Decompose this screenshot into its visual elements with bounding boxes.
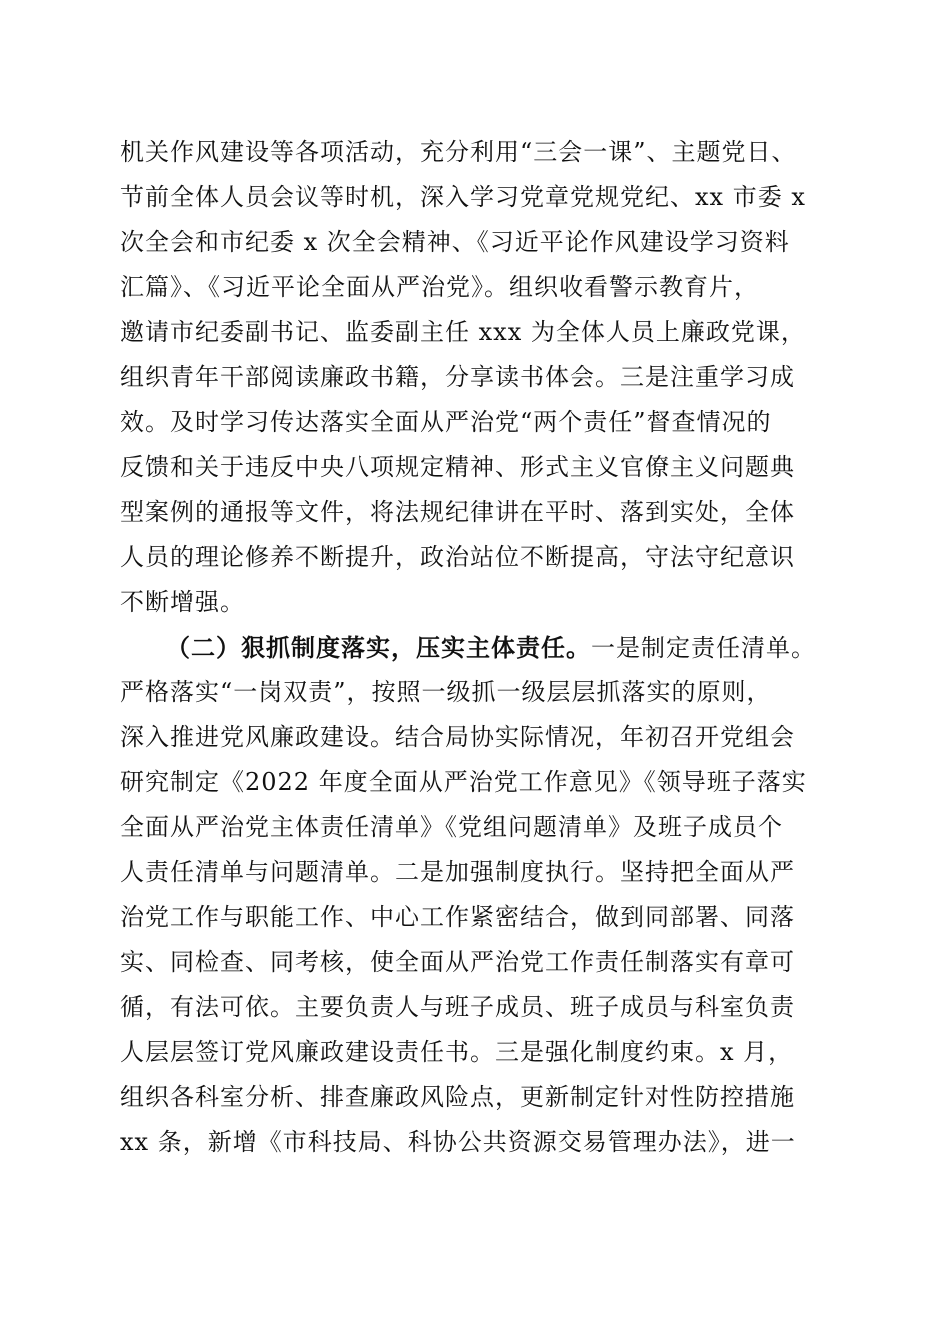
text-line: 邀请市纪委副书记、监委副主任 xxx 为全体人员上廉政党课，: [120, 318, 806, 346]
text-line: 实、同检查、同考核，使全面从严治党工作责任制落实有章可: [120, 948, 795, 976]
text-line: 全面从严治党主体责任清单》《党组问题清单》及班子成员个: [120, 813, 783, 841]
text-line: 人层层签订党风廉政建设责任书。三是强化制度约束。x 月，: [120, 1038, 794, 1066]
text-line: xx 条，新增《市科技局、科协公共资源交易管理办法》，进一: [120, 1128, 796, 1156]
text-line: 效。及时学习传达落实全面从严治党“两个责任”督查情况的: [120, 408, 772, 436]
text-span: 一是制定责任清单。: [591, 634, 816, 662]
text-line: 深入推进党风廉政建设。结合局协实际情况，年初召开党组会: [120, 723, 795, 751]
text-line: 人员的理论修养不断提升，政治站位不断提高，守法守纪意识: [120, 543, 795, 571]
text-line: 组织青年干部阅读廉政书籍，分享读书体会。三是注重学习成: [120, 363, 795, 391]
text-line: 机关作风建设等各项活动，充分利用“三会一课”、主题党日、: [120, 138, 797, 166]
text-line: 反馈和关于违反中央八项规定精神、形式主义官僚主义问题典: [120, 453, 795, 481]
text-line: 严格落实“一岗双责”，按照一级抓一级层层抓落实的原则，: [120, 678, 772, 706]
paragraph-1: [120, 130, 840, 625]
text-line: 次全会和市纪委 x 次全会精神、《习近平论作风建设学习资料: [120, 228, 790, 256]
text-line: 节前全体人员会议等时机，深入学习党章党规党纪、xx 市委 x: [120, 183, 806, 211]
section-heading: （二）狠抓制度落实，压实主体责任。: [166, 633, 591, 662]
text-line: 循，有法可依。主要负责人与班子成员、班子成员与科室负责: [120, 993, 795, 1021]
text-line: 型案例的通报等文件，将法规纪律讲在平时、落到实处，全体: [120, 498, 795, 526]
text-line: 治党工作与职能工作、中心工作紧密结合，做到同部署、同落: [120, 903, 795, 931]
text-line: 组织各科室分析、排查廉政风险点，更新制定针对性防控措施: [120, 1083, 795, 1111]
text-line: 不断增强。: [120, 588, 245, 616]
paragraph-2: [120, 625, 840, 1165]
text-line: 人责任清单与问题清单。二是加强制度执行。坚持把全面从严: [120, 858, 795, 886]
paragraph-heading-line: [120, 625, 840, 670]
text-line: 汇篇》、《习近平论全面从严治党》。组织收看警示教育片，: [120, 273, 759, 301]
text-line: 研究制定《2022 年度全面从严治党工作意见》《领导班子落实: [120, 768, 807, 796]
